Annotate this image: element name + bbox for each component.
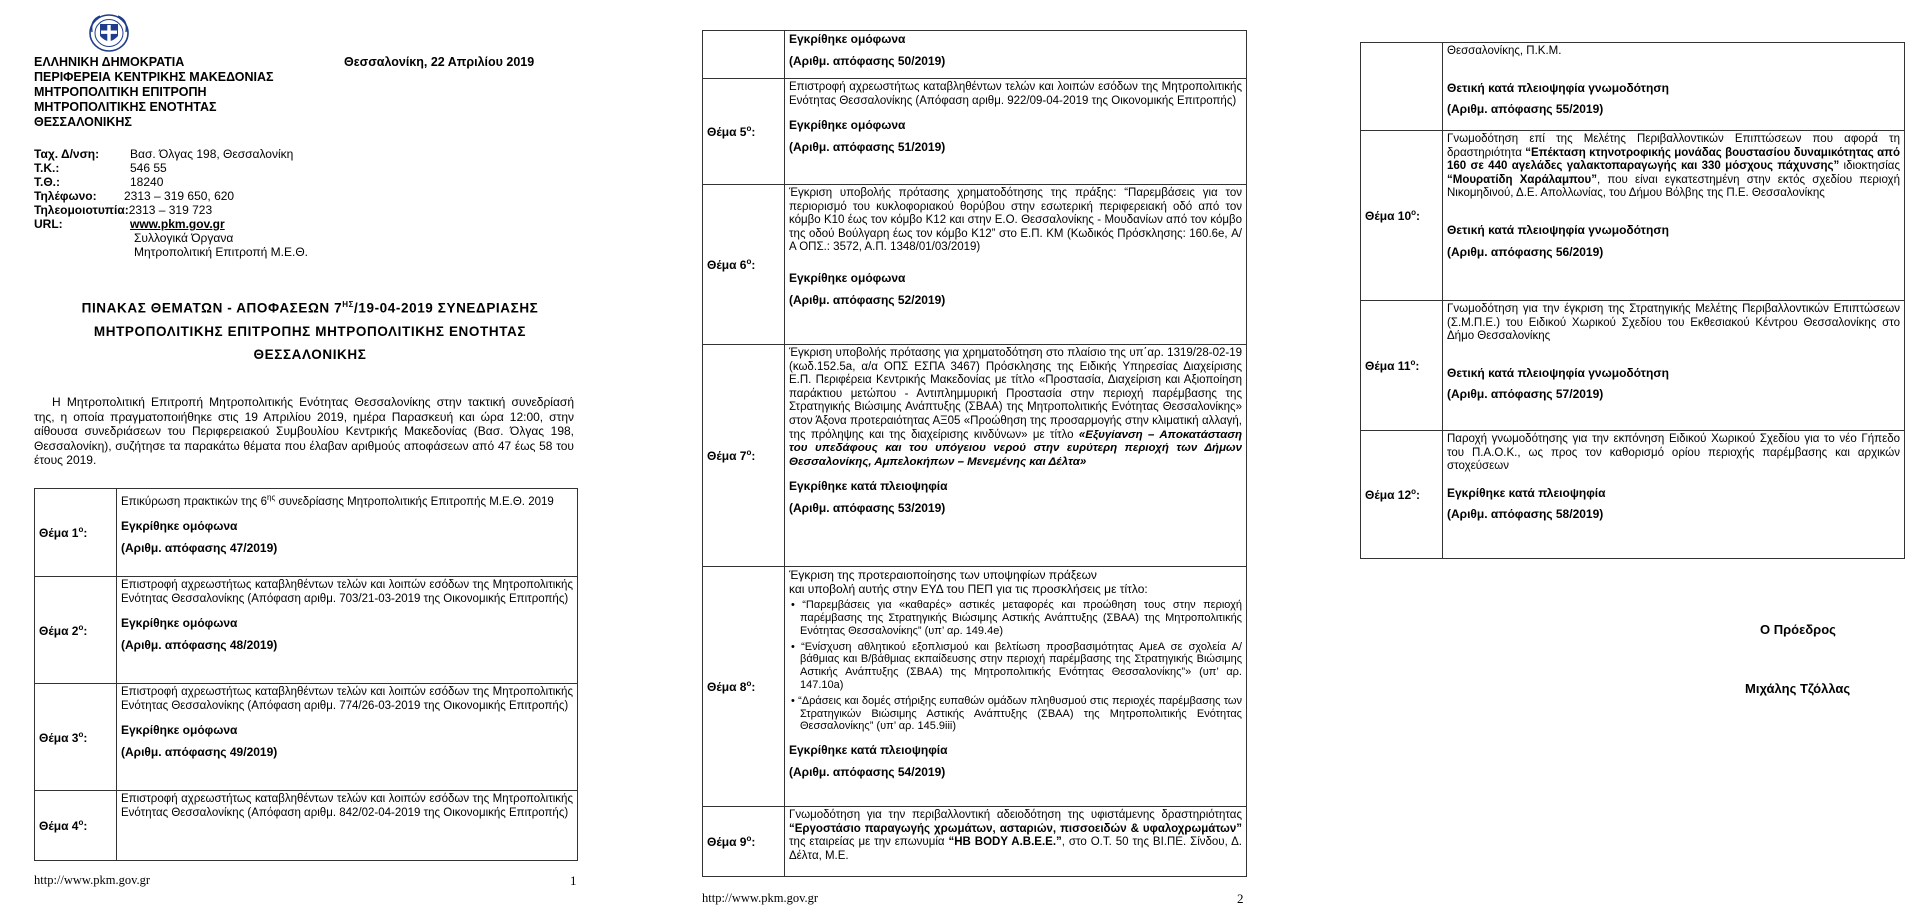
greek-coat-of-arms-icon [88, 12, 130, 52]
topic-cell [1443, 431, 1905, 559]
title-line-3: ΘΕΣΣΑΛΟΝΙΚΗΣ [253, 346, 367, 362]
title-line-2: ΜΗΤΡΟΠΟΛΙΤΙΚΗΣ ΕΠΙΤΡΟΠΗΣ ΜΗΤΡΟΠΟΛΙΤΙΚΗΣ ΕΝΟΤΗΤΑΣ [93, 323, 527, 339]
list-item: • “Παρεμβάσεις για «καθαρές» αστικές μεταφορές και προώθηση τους στην περιοχή παρέμβασης της Στρατηγικής Βιώσιμης Αστικής Ανάπτυξης (ΣΒΑΑ) της Μητροπολιτικής Ενότητας Θεσσαλονίκης” (υπ’ αρ. 149.4e) [791, 599, 1242, 637]
topic-decision: (Αριθμ. απόφασης 51/2019) [789, 139, 946, 154]
document-date: Θεσσαλονίκη, 22 Απριλίου 2019 [344, 55, 535, 69]
contact-row [34, 203, 334, 217]
list-item: • “Δράσεις και δομές στήριξης ευπαθών ομάδων πληθυσμού στις περιοχές παρέμβασης των Στρατηγικών Βιώσιμης Αστικής Ανάπτυξης (ΣΒΑΑ) της Μητροπολιτικής Ενότητας Θεσσαλονίκης” (υπ’ αρ. 145.9iii) [791, 694, 1242, 733]
topic-cell [117, 684, 578, 791]
topic-result: Εγκρίθηκε ομόφωνα [121, 616, 238, 631]
topic-text: Επιστροφή αχρεωστήτως καταβληθέντων τελών και λοιπών εσόδων της Μητροπολιτικής Ενότητας Θεσσαλονίκης (Απόφαση αριθμ. 703/21-03-2019 της Οικονομικής Επιτροπής) [121, 579, 573, 605]
topic-text: και υποβολή αυτής στην ΕΥΔ του ΠΕΠ για τις προσκλήσεις με τίτλο: [789, 581, 1148, 596]
topic-text: Έγκριση της προτεραιοποίησης των υποψηφίων πράξεων [789, 568, 1097, 582]
header-line: ΕΛΛΗΝΙΚΗ ΔΗΜΟΚΡΑΤΙΑ [34, 55, 185, 69]
topic-decision: (Αριθμ. απόφασης 55/2019) [1447, 102, 1604, 117]
topics-table-page-2 [702, 30, 1247, 877]
table-row [35, 489, 578, 577]
topic-cell [785, 567, 1247, 807]
topic-result: Εγκρίθηκε κατά πλειοψηφία [789, 479, 948, 494]
table-row [1361, 131, 1905, 301]
topic-cell [117, 791, 578, 861]
topic-decision: (Αριθμ. απόφασης 49/2019) [121, 744, 278, 759]
list-item: • “Ενίσχυση αθλητικού εξοπλισμού και βελτίωση προσβασιμότητας ΑμεΑ σε σχολεία Α/βάθμιας και Β/βάθμιας εκπαίδευσης στην περιοχή παρέμβασης της Στρατηγικής Βιώσιμης Αστικής Ανάπτυξης (ΣΒΑΑ) της Μητροπολιτικής Ενότητας Θεσσαλονίκης”» (υπ’ αρ. 147.10a) [791, 640, 1242, 691]
page-2 [702, 0, 1247, 920]
website-link[interactable]: www.pkm.gov.gr [130, 217, 225, 231]
topic-text: Γνωμοδότηση για την περιβαλλοντική αδειοδότηση της υφιστάμενης δραστηριότητας “Εργοστάσιο παραγωγής χρωμάτων, ασταριών, πισσοειδών & υφαλοχρωμάτων” της εταιρείας με την επωνυμία “HB BODY A.B.E.E.”, στο Ο.Τ. 50 της ΒΙ.ΠΕ. Σίνδου, Δ. Δέλτα, Μ.Ε. [789, 809, 1242, 862]
topic-result: Εγκρίθηκε ομόφωνα [121, 723, 238, 738]
contact-value: 546 55 [130, 161, 167, 175]
topic-label [703, 31, 785, 79]
topic-cell [117, 489, 578, 577]
contact-row [34, 175, 334, 189]
topic-label: Θέμα $8^o$: [703, 567, 785, 807]
page-1 [30, 0, 590, 920]
contact-extra: Μητροπολιτική Επιτροπή Μ.Ε.Θ. [134, 245, 309, 259]
topic-label: Θέμα $5^o$: [703, 79, 785, 185]
topic-result: Εγκρίθηκε ομόφωνα [121, 519, 238, 534]
topic-label [1361, 43, 1443, 131]
topic-cell [785, 807, 1247, 877]
contact-row [34, 217, 334, 231]
topic-label: Θέμα $1^o$: [35, 489, 117, 577]
topics-table-page-1 [34, 488, 578, 861]
topic-label: Θέμα $11^o$: [1361, 301, 1443, 431]
header-line: ΘΕΣΣΑΛΟΝΙΚΗΣ [34, 115, 132, 129]
topic-cell [785, 345, 1247, 567]
topic-decision: (Αριθμ. απόφασης 50/2019) [789, 53, 946, 68]
topic-decision: (Αριθμ. απόφασης 58/2019) [1447, 507, 1604, 522]
topic-decision: (Αριθμ. απόφασης 48/2019) [121, 637, 278, 652]
table-row [1361, 301, 1905, 431]
contact-value: 2313 – 319 723 [128, 203, 213, 217]
contact-extra: Συλλογικά Όργανα [134, 231, 234, 245]
table-row [703, 807, 1247, 877]
topic-decision: (Αριθμ. απόφασης 53/2019) [789, 500, 946, 515]
footer-url: http://www.pkm.gov.gr [34, 873, 151, 887]
topic-label: Θέμα $12^o$: [1361, 431, 1443, 559]
header-line: ΜΗΤΡΟΠΟΛΙΤΙΚΗΣ ΕΝΟΤΗΤΑΣ [34, 100, 217, 114]
topic-result: Θετική κατά πλειοψηφία γνωμοδότηση [1447, 365, 1669, 380]
topic-decision: (Αριθμ. απόφασης 56/2019) [1447, 244, 1604, 259]
title-line-1: ΠΙΝΑΚΑΣ ΘΕΜΑΤΩΝ - ΑΠΟΦΑΣΕΩΝ $7^{H\Sigma}/19-04-2019$ ΣΥΝΕΔΡΙΑΣΗΣ [81, 300, 539, 316]
topic-decision: (Αριθμ. απόφασης 54/2019) [789, 764, 946, 779]
table-row [703, 31, 1247, 79]
topic-label: Θέμα $4^o$: [35, 791, 117, 861]
signature-name: Μιχάλης Τζόλλας [1745, 681, 1851, 696]
contact-key: Τ.Θ.: [34, 175, 61, 189]
table-row [1361, 43, 1905, 131]
header-line: ΜΗΤΡΟΠΟΛΙΤΙΚΗ ΕΠΙΤΡΟΠΗ [34, 85, 207, 99]
contact-row [34, 147, 334, 161]
page-3 [1360, 0, 1910, 920]
contact-key: Τηλέφωνο: [34, 189, 97, 203]
topic-text: Παροχή γνωμοδότησης για την εκπόνηση Ειδικού Χωρικού Σχεδίου για το νέο Γήπεδο του Π.Α.Ο.Κ., ως προς τον καθορισμό ορίου περιοχής παρέμβασης και αρχικών στοχεύσεων [1447, 433, 1900, 473]
topic-text: Επιστροφή αχρεωστήτως καταβληθέντων τελών και λοιπών εσόδων της Μητροπολιτικής Ενότητας Θεσσαλονίκης (Απόφαση αριθμ. 922/09-04-2019 της Οικονομικής Επιτροπής) [789, 81, 1242, 107]
topic-text: Επιστροφή αχρεωστήτως καταβληθέντων τελών και λοιπών εσόδων της Μητροπολιτικής Ενότητας Θεσσαλονίκης (Απόφαση αριθμ. 774/26-03-2019 της Οικονομικής Επιτροπής) [121, 686, 573, 712]
intro-paragraph: Η Μητροπολιτική Επιτροπή Μητροπολιτικής Ενότητας Θεσσαλονίκης στην τακτική συνεδρίασή της, η οποία πραγματοποιήθηκε στις 19 Απριλίου 2019, ημέρα Παρασκευή και ώρα 12:00, στην αίθουσα συνεδριάσεων του Περιφερειακού Συμβουλίου Κεντρικής Μακεδονίας (Βασ. Όλγας 198, Θεσσαλονίκη), συζήτησε τα παρακάτω θέματα που έλαβαν αριθμούς αποφάσεων από 47 έως 58 του έτους 2019. [34, 395, 574, 467]
topic-result: Εγκρίθηκε κατά πλειοψηφία [1447, 485, 1606, 500]
document-title [30, 293, 590, 366]
topic-decision: (Αριθμ. απόφασης 47/2019) [121, 541, 278, 556]
topic-text: Γνωμοδότηση επί της Μελέτης Περιβαλλοντικών Επιπτώσεων που αφορά τη δραστηριότητα “Επέκταση κτηνοτροφικής μονάδας βουστασίου δυναμικότητας από 160 σε 440 αγελάδες γαλακτοπαραγωγής και 330 μόσχους πάχυνσης” ιδιοκτησίας “Μουρατίδη Χαράλαμπου”, που είναι εγκατεστημένη στην εκτός σχεδίου περιοχή Νικομηδινού, Δ.Ε. Απολλωνίας, του Δήμου Βόλβης της Π.Ε. Θεσσαλονίκης [1447, 133, 1900, 200]
contact-key: Τηλεομοιοτυπία: [34, 203, 129, 217]
header-line: ΠΕΡΙΦΕΡΕΙΑ ΚΕΝΤΡΙΚΗΣ ΜΑΚΕΔΟΝΙΑΣ [34, 70, 274, 84]
table-row [35, 684, 578, 791]
topic-text: Θεσσαλονίκης, Π.Κ.Μ. [1447, 45, 1562, 57]
topic-decision: (Αριθμ. απόφασης 52/2019) [789, 292, 946, 307]
table-row [703, 185, 1247, 345]
topic-cell [1443, 131, 1905, 301]
topic-text: Έγκριση υποβολής πρότασης χρηματοδότησης της πράξης: “Παρεμβάσεις για τον περιορισμό του κυκλοφοριακού θορύβου στην εσωτερική περιφερειακή οδό από τον κόμβο Κ10 έως τον κόμβο Κ12 και στην Ε.Ο. Θεσσαλονίκης - Μουδανίων από τον κόμβο της οδού Βούλγαρη έως τον κόμβο Κ12” στο Ε.Π. ΚΜ (Κωδικός Πρόσκλησης: 160.6e, Α/Α ΟΠΣ.: 3572, Α.Π. 1348/01/03/2019) [789, 187, 1242, 254]
table-row [1361, 431, 1905, 559]
topic-result: Εγκρίθηκε ομόφωνα [789, 270, 906, 285]
topic-decision: (Αριθμ. απόφασης 57/2019) [1447, 387, 1604, 402]
topic-result: Εγκρίθηκε κατά πλειοψηφία [789, 743, 948, 758]
contact-value: 2313 – 319 650, 620 [124, 189, 235, 203]
topic-cell [1443, 43, 1905, 131]
page-number: 2 [1237, 891, 1244, 906]
contact-value: Βασ. Όλγας 198, Θεσσαλονίκη [130, 147, 294, 161]
topic-text: Γνωμοδότηση για την έγκριση της Στρατηγικής Μελέτης Περιβαλλοντικών Επιπτώσεων (Σ.Μ.Π.Ε.) του Ειδικού Χωρικού Σχεδίου του Εκθεσιακού Κέντρου Θεσσαλονίκης στο Δήμο Θεσσαλονίκης [1447, 303, 1900, 343]
issuer-header [34, 55, 294, 130]
page-number: 1 [570, 873, 577, 888]
table-row [703, 79, 1247, 185]
topic-cell [785, 185, 1247, 345]
topic-text: Επικύρωση πρακτικών της $6^{\eta\varsigma}$ συνεδρίασης Μητροπολιτικής Επιτροπής Μ.Ε.Θ. 2019 [121, 493, 554, 508]
topic-text: Έγκριση υποβολής πρότασης για χρηματοδότηση στο πλαίσιο της υπ΄αρ. 1319/28-02-19 (κωδ.152.5a, α/α ΟΠΣ ΕΣΠΑ 3467) Πρόσκλησης της Ειδικής Υπηρεσίας Διαχείρισης Ε.Π. Περιφέρεια Κεντρικής Μακεδονίας με τίτλο «Προστασία, Διαχείριση και Αξιοποίηση παράκτιου μετώπου - Αντιπλημμυρική Προστασία στην περιοχή παρέμβασης της Στρατηγικής Βιώσιμης Ανάπτυξης (ΣΒΑΑ) της Μητροπολιτικής Ενότητας Θεσσαλονίκης» στον Άξονα προτεραιότητας ΑΞ05 «Προώθηση της προσαρμογής στην κλιματική αλλαγή, της πρόληψης και της διαχείρισης κινδύνων» με τίτλο «Εξυγίανση – Αποκατάσταση του υπεδάφους και του υπόγειου νερού στην ευρύτερη περιοχή των Δήμων Θεσσαλονίκης, Αμπελοκήπων – Μενεμένης και Δέλτα» [789, 347, 1243, 468]
contact-block [34, 147, 334, 259]
topic-cell [785, 79, 1247, 185]
topic-text: Επιστροφή αχρεωστήτως καταβληθέντων τελών και λοιπών εσόδων της Μητροπολιτικής Ενότητας Θεσσαλονίκης (Απόφαση αριθμ. 842/02-04-2019 της Οικονομικής Επιτροπής) [121, 793, 573, 819]
signature-role: Ο Πρόεδρος [1760, 622, 1836, 637]
table-row [703, 345, 1247, 567]
contact-key: Ταχ. Δ/νση: [34, 147, 100, 161]
footer-url: http://www.pkm.gov.gr [702, 891, 819, 905]
contact-value: 18240 [130, 175, 164, 189]
table-row [35, 577, 578, 684]
contact-row [34, 161, 334, 175]
topic-label: Θέμα $9^o$: [703, 807, 785, 877]
table-row [703, 567, 1247, 807]
table-row [35, 791, 578, 861]
contact-key: URL: [34, 217, 63, 231]
topic-label: Θέμα $6^o$: [703, 185, 785, 345]
topic-label: Θέμα $3^o$: [35, 684, 117, 791]
topic-cell [1443, 301, 1905, 431]
topics-table-page-3 [1360, 42, 1905, 559]
topic-label: Θέμα $10^o$: [1361, 131, 1443, 301]
topic-label: Θέμα $2^o$: [35, 577, 117, 684]
topic-cell [117, 577, 578, 684]
topic-result: Θετική κατά πλειοψηφία γνωμοδότηση [1447, 222, 1669, 237]
contact-key: Τ.Κ.: [34, 161, 60, 175]
topic-result: Εγκρίθηκε ομόφωνα [789, 118, 906, 133]
topic-cell [785, 31, 1247, 79]
topic-result: Θετική κατά πλειοψηφία γνωμοδότηση [1447, 80, 1669, 95]
topic-result: Εγκρίθηκε ομόφωνα [789, 32, 906, 46]
contact-row [34, 189, 334, 203]
topic-label: Θέμα $7^o$: [703, 345, 785, 567]
